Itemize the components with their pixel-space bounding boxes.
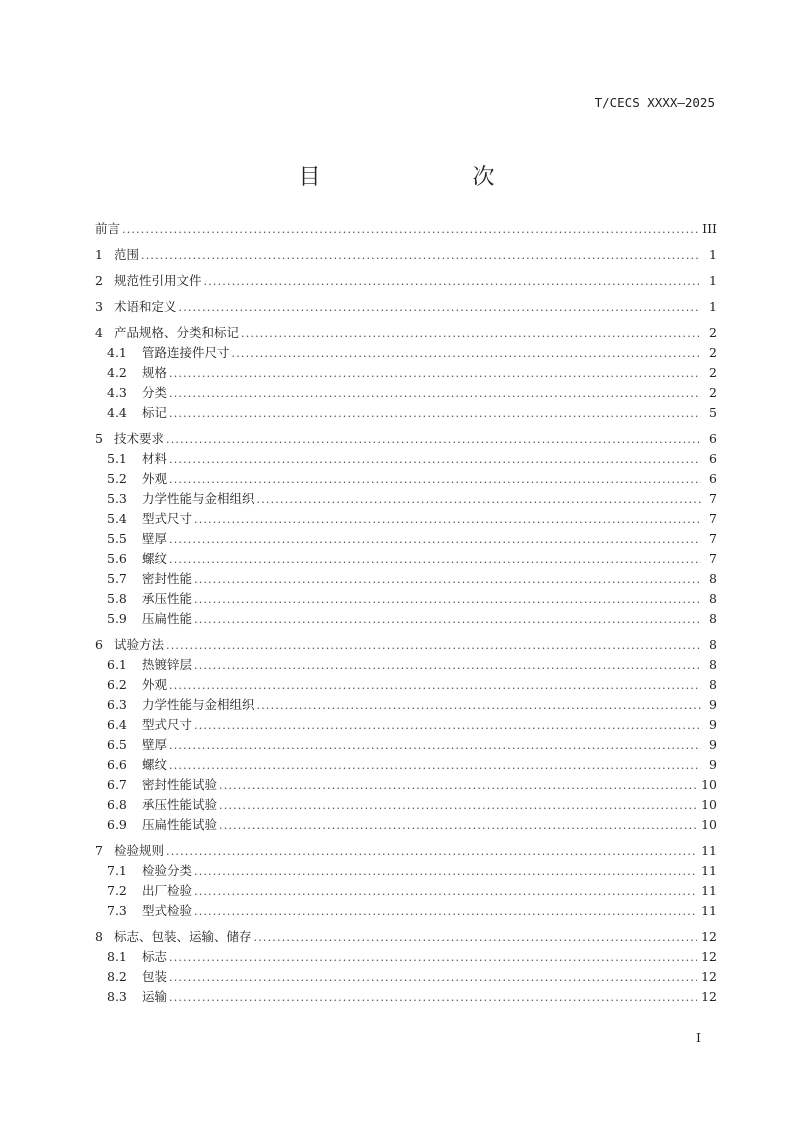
dot-leader xyxy=(219,816,697,836)
toc-entry-page: 2 xyxy=(709,365,717,380)
toc-entry-number: 4.4 xyxy=(107,405,127,420)
toc-entry[interactable] xyxy=(95,775,717,795)
toc-entry[interactable] xyxy=(95,609,717,629)
dot-leader xyxy=(141,246,701,266)
toc-entry[interactable] xyxy=(95,509,717,529)
toc-entry-page: 8 xyxy=(709,571,717,586)
toc-entry-page: 2 xyxy=(709,345,717,360)
toc-entry-number: 8.1 xyxy=(107,949,127,964)
toc-entry-label: 出厂检验 xyxy=(142,883,193,898)
toc-entry-number: 5.6 xyxy=(107,551,127,566)
toc-entry-label: 承压性能试验 xyxy=(142,797,218,812)
toc-entry[interactable] xyxy=(95,219,717,239)
dot-leader xyxy=(179,298,701,318)
dot-leader xyxy=(219,796,697,816)
toc-entry-label: 材料 xyxy=(142,451,168,466)
toc-entry-number: 6.3 xyxy=(107,697,127,712)
dot-leader xyxy=(169,364,701,384)
dot-leader xyxy=(194,590,701,610)
dot-leader xyxy=(241,324,701,344)
toc-entry-page: 6 xyxy=(709,431,717,446)
dot-leader xyxy=(169,968,697,988)
toc-entry-label: 压扁性能试验 xyxy=(142,817,218,832)
toc-entry-page: 9 xyxy=(709,757,717,772)
toc-entry-label: 螺纹 xyxy=(142,551,168,566)
toc-entry-label: 规格 xyxy=(142,365,168,380)
toc-entry-page: 7 xyxy=(709,511,717,526)
toc-entry-number: 8.3 xyxy=(107,989,127,1004)
toc-entry-number: 6 xyxy=(95,637,103,652)
toc-entry-number: 5 xyxy=(95,431,103,446)
toc-entry-number: 6.1 xyxy=(107,657,127,672)
toc-entry-page: 9 xyxy=(709,717,717,732)
page-title: 目 次 xyxy=(298,165,531,190)
table-of-contents xyxy=(95,219,717,1007)
toc-entry-page: III xyxy=(702,221,717,236)
dot-leader xyxy=(194,570,701,590)
dot-leader xyxy=(169,988,697,1008)
toc-entry[interactable] xyxy=(95,635,717,655)
toc-entry-number: 6.6 xyxy=(107,757,127,772)
toc-entry-number: 6.5 xyxy=(107,737,127,752)
dot-leader xyxy=(122,220,698,240)
dot-leader xyxy=(169,550,701,570)
toc-entry[interactable] xyxy=(95,901,717,921)
dot-leader xyxy=(194,510,701,530)
toc-entry-page: 10 xyxy=(701,797,717,812)
toc-entry[interactable] xyxy=(95,297,717,317)
toc-entry-page: 2 xyxy=(709,385,717,400)
toc-entry-label: 螺纹 xyxy=(142,757,168,772)
toc-entry-number: 5.9 xyxy=(107,611,127,626)
toc-entry-page: 8 xyxy=(709,611,717,626)
toc-entry-page: 1 xyxy=(709,247,717,262)
toc-entry-label: 壁厚 xyxy=(142,531,168,546)
toc-entry-page: 11 xyxy=(701,883,717,898)
toc-entry-label: 规范性引用文件 xyxy=(114,273,202,288)
toc-entry-page: 9 xyxy=(709,737,717,752)
dot-leader xyxy=(194,882,697,902)
toc-entry-page: 11 xyxy=(701,903,717,918)
dot-leader xyxy=(194,902,697,922)
toc-entry-page: 10 xyxy=(701,817,717,832)
toc-entry-page: 12 xyxy=(701,929,717,944)
toc-entry-number: 6.2 xyxy=(107,677,127,692)
toc-entry[interactable] xyxy=(95,245,717,265)
toc-entry-label: 分类 xyxy=(142,385,168,400)
dot-leader xyxy=(169,384,701,404)
toc-entry[interactable] xyxy=(95,323,717,343)
toc-entry[interactable] xyxy=(95,947,717,967)
toc-entry-number: 7.2 xyxy=(107,883,127,898)
toc-entry-number: 5.7 xyxy=(107,571,127,586)
toc-entry-number: 2 xyxy=(95,273,103,288)
toc-entry-label: 前言 xyxy=(95,221,121,236)
toc-entry[interactable] xyxy=(95,927,717,947)
dot-leader xyxy=(169,948,697,968)
dot-leader xyxy=(169,450,701,470)
toc-entry-number: 7.3 xyxy=(107,903,127,918)
toc-entry-label: 包装 xyxy=(142,969,168,984)
toc-entry[interactable] xyxy=(95,655,717,675)
toc-entry-page: 12 xyxy=(701,989,717,1004)
toc-entry-number: 5.8 xyxy=(107,591,127,606)
toc-entry-number: 5.1 xyxy=(107,451,127,466)
toc-entry-number: 4.2 xyxy=(107,365,127,380)
toc-entry-number: 5.5 xyxy=(107,531,127,546)
dot-leader xyxy=(194,610,701,630)
dot-leader xyxy=(194,656,701,676)
toc-entry-number: 3 xyxy=(95,299,103,314)
toc-entry[interactable] xyxy=(95,403,717,423)
toc-entry-label: 标记 xyxy=(142,405,168,420)
toc-entry-label: 压扁性能 xyxy=(142,611,193,626)
dot-leader xyxy=(204,272,701,292)
toc-entry-page: 1 xyxy=(709,299,717,314)
toc-entry-number: 8 xyxy=(95,929,103,944)
toc-entry-label: 力学性能与金相组织 xyxy=(142,697,255,712)
toc-entry-number: 4.1 xyxy=(107,345,127,360)
toc-entry[interactable] xyxy=(95,469,717,489)
toc-entry[interactable] xyxy=(95,987,717,1007)
toc-entry-page: 5 xyxy=(709,405,717,420)
dot-leader xyxy=(169,530,701,550)
toc-entry-label: 试验方法 xyxy=(114,637,165,652)
toc-entry-page: 6 xyxy=(709,451,717,466)
toc-entry-page: 9 xyxy=(709,697,717,712)
toc-entry[interactable] xyxy=(95,343,717,363)
toc-entry-page: 11 xyxy=(701,843,717,858)
toc-entry[interactable] xyxy=(95,967,717,987)
toc-entry-label: 密封性能 xyxy=(142,571,193,586)
toc-entry-page: 6 xyxy=(709,471,717,486)
toc-entry-number: 4.3 xyxy=(107,385,127,400)
toc-entry[interactable] xyxy=(95,363,717,383)
toc-entry-page: 10 xyxy=(701,777,717,792)
toc-entry-page: 7 xyxy=(709,551,717,566)
toc-entry[interactable] xyxy=(95,529,717,549)
toc-entry-label: 产品规格、分类和标记 xyxy=(114,325,240,340)
toc-entry-page: 11 xyxy=(701,863,717,878)
toc-entry-number: 5.2 xyxy=(107,471,127,486)
toc-entry-number: 7 xyxy=(95,843,103,858)
toc-entry-label: 标志 xyxy=(142,949,168,964)
toc-entry[interactable] xyxy=(95,675,717,695)
toc-entry[interactable] xyxy=(95,589,717,609)
toc-entry[interactable] xyxy=(95,383,717,403)
toc-entry-label: 型式尺寸 xyxy=(142,511,193,526)
toc-entry-label: 管路连接件尺寸 xyxy=(142,345,230,360)
dot-leader xyxy=(232,344,701,364)
dot-leader xyxy=(166,636,701,656)
dot-leader xyxy=(169,404,701,424)
toc-entry-number: 6.9 xyxy=(107,817,127,832)
toc-entry-label: 运输 xyxy=(142,989,168,1004)
toc-entry-page: 8 xyxy=(709,657,717,672)
toc-entry-number: 8.2 xyxy=(107,969,127,984)
toc-entry-label: 力学性能与金相组织 xyxy=(142,491,255,506)
toc-entry[interactable] xyxy=(95,271,717,291)
toc-entry-label: 壁厚 xyxy=(142,737,168,752)
toc-entry[interactable] xyxy=(95,815,717,835)
toc-entry-page: 12 xyxy=(701,969,717,984)
toc-entry[interactable] xyxy=(95,755,717,775)
dot-leader xyxy=(257,490,701,510)
toc-entry-label: 检验规则 xyxy=(114,843,165,858)
toc-entry-page: 1 xyxy=(709,273,717,288)
toc-entry[interactable] xyxy=(95,881,717,901)
toc-entry-number: 6.4 xyxy=(107,717,127,732)
toc-entry-label: 检验分类 xyxy=(142,863,193,878)
dot-leader xyxy=(166,842,697,862)
toc-entry[interactable] xyxy=(95,861,717,881)
toc-entry-page: 12 xyxy=(701,949,717,964)
toc-entry-label: 密封性能试验 xyxy=(142,777,218,792)
toc-entry-label: 承压性能 xyxy=(142,591,193,606)
toc-entry-label: 外观 xyxy=(142,677,168,692)
toc-entry-page: 7 xyxy=(709,531,717,546)
toc-entry[interactable] xyxy=(95,429,717,449)
toc-entry-label: 术语和定义 xyxy=(114,299,177,314)
toc-entry-label: 技术要求 xyxy=(114,431,165,446)
toc-entry-label: 热镀锌层 xyxy=(142,657,193,672)
toc-entry[interactable] xyxy=(95,549,717,569)
toc-entry-number: 4 xyxy=(95,325,103,340)
dot-leader xyxy=(169,756,701,776)
toc-entry[interactable] xyxy=(95,795,717,815)
document-code: T/CECS XXXX—2025 xyxy=(594,95,715,110)
page-number: I xyxy=(696,1030,701,1045)
toc-entry-number: 6.8 xyxy=(107,797,127,812)
toc-entry-page: 2 xyxy=(709,325,717,340)
dot-leader xyxy=(169,470,701,490)
toc-entry-label: 型式尺寸 xyxy=(142,717,193,732)
dot-leader xyxy=(257,696,701,716)
toc-entry[interactable] xyxy=(95,841,717,861)
toc-entry-label: 标志、包装、运输、储存 xyxy=(114,929,252,944)
dot-leader xyxy=(194,716,701,736)
toc-entry[interactable] xyxy=(95,695,717,715)
toc-entry-number: 5.4 xyxy=(107,511,127,526)
toc-entry-label: 外观 xyxy=(142,471,168,486)
toc-entry-number: 1 xyxy=(95,247,103,262)
toc-entry[interactable] xyxy=(95,735,717,755)
toc-entry-page: 8 xyxy=(709,677,717,692)
dot-leader xyxy=(169,676,701,696)
toc-entry-number: 6.7 xyxy=(107,777,127,792)
dot-leader xyxy=(166,430,701,450)
dot-leader xyxy=(254,928,698,948)
toc-entry-label: 范围 xyxy=(114,247,140,262)
toc-entry-page: 8 xyxy=(709,637,717,652)
dot-leader xyxy=(169,736,701,756)
toc-entry-number: 5.3 xyxy=(107,491,127,506)
toc-entry[interactable] xyxy=(95,449,717,469)
toc-entry-page: 8 xyxy=(709,591,717,606)
toc-entry-number: 7.1 xyxy=(107,863,127,878)
dot-leader xyxy=(194,862,697,882)
toc-entry[interactable] xyxy=(95,569,717,589)
toc-entry[interactable] xyxy=(95,489,717,509)
toc-entry-page: 7 xyxy=(709,491,717,506)
toc-entry-label: 型式检验 xyxy=(142,903,193,918)
dot-leader xyxy=(219,776,697,796)
toc-entry[interactable] xyxy=(95,715,717,735)
